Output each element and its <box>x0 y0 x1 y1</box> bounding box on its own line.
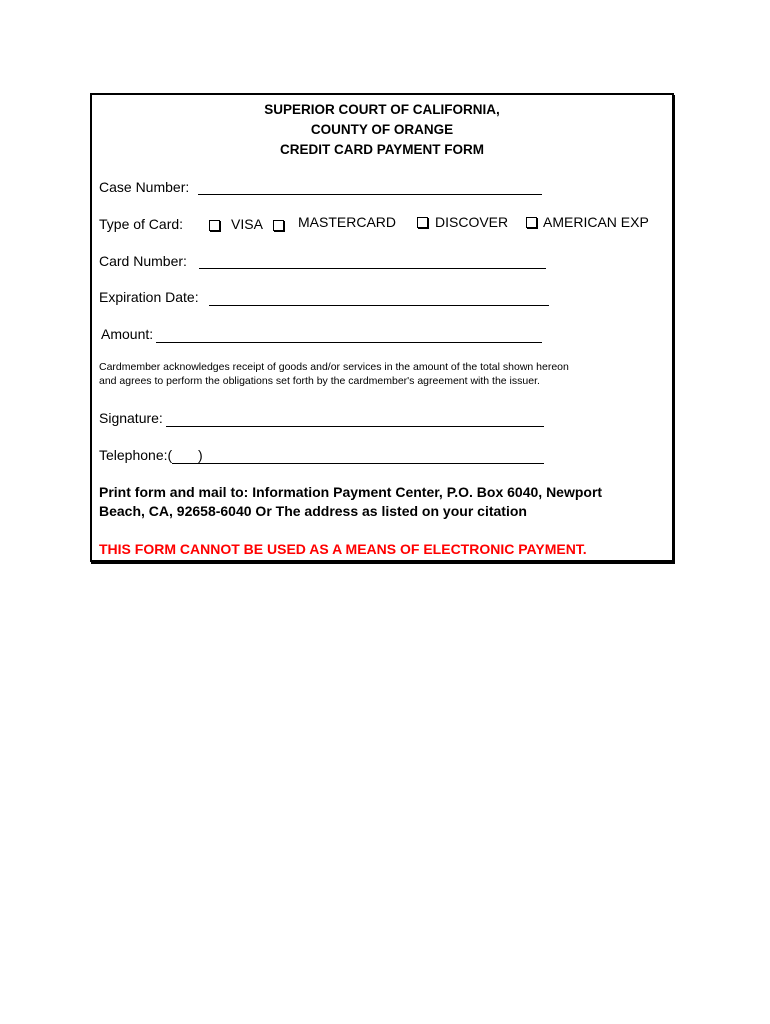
mail-instructions <box>99 483 602 521</box>
mastercard-label: MASTERCARD <box>298 214 397 230</box>
acknowledgement-line-1: Cardmember acknowledges receipt of goods and/or services in the amount of the total shown hereon <box>99 361 569 373</box>
expiration-date-label: Expiration Date: <box>99 289 199 305</box>
telephone-close-paren: ) <box>198 447 203 463</box>
amount-field[interactable] <box>156 342 542 343</box>
visa-label: VISA <box>231 216 263 232</box>
case-number-field[interactable] <box>198 194 542 195</box>
form-header <box>92 100 672 160</box>
court-name: SUPERIOR COURT OF CALIFORNIA, <box>264 102 500 117</box>
case-number-label: Case Number: <box>99 179 190 195</box>
mail-instructions-line-1: Print form and mail to: Information Payment Center, P.O. Box 6040, Newport <box>99 484 603 500</box>
card-number-label: Card Number: <box>99 253 187 269</box>
type-of-card-label: Type of Card: <box>99 216 184 232</box>
expiration-date-field[interactable] <box>209 305 549 306</box>
county-name: COUNTY OF ORANGE <box>310 122 454 137</box>
amex-label: AMERICAN EXP <box>543 214 649 230</box>
telephone-field[interactable] <box>172 463 544 464</box>
mail-instructions-line-2: Beach, CA, 92658-6040 Or The address as listed on your citation <box>99 503 527 519</box>
mastercard-checkbox[interactable] <box>273 220 284 231</box>
form-title: CREDIT CARD PAYMENT FORM <box>279 142 484 157</box>
payment-form <box>90 93 674 562</box>
signature-field[interactable] <box>166 426 544 427</box>
discover-label: DISCOVER <box>435 214 509 230</box>
cardmember-acknowledgement <box>99 360 639 388</box>
telephone-label: Telephone:( <box>99 447 173 463</box>
signature-label: Signature: <box>99 410 163 426</box>
acknowledgement-line-2: and agrees to perform the obligations set forth by the cardmember's agreement with the issuer. <box>99 375 540 387</box>
amex-checkbox[interactable] <box>526 217 537 228</box>
discover-checkbox[interactable] <box>417 217 428 228</box>
visa-checkbox[interactable] <box>209 220 220 231</box>
card-number-field[interactable] <box>199 268 546 269</box>
amount-label: Amount: <box>101 326 154 342</box>
electronic-payment-warning: THIS FORM CANNOT BE USED AS A MEANS OF ELECTRONIC PAYMENT. <box>99 541 587 557</box>
